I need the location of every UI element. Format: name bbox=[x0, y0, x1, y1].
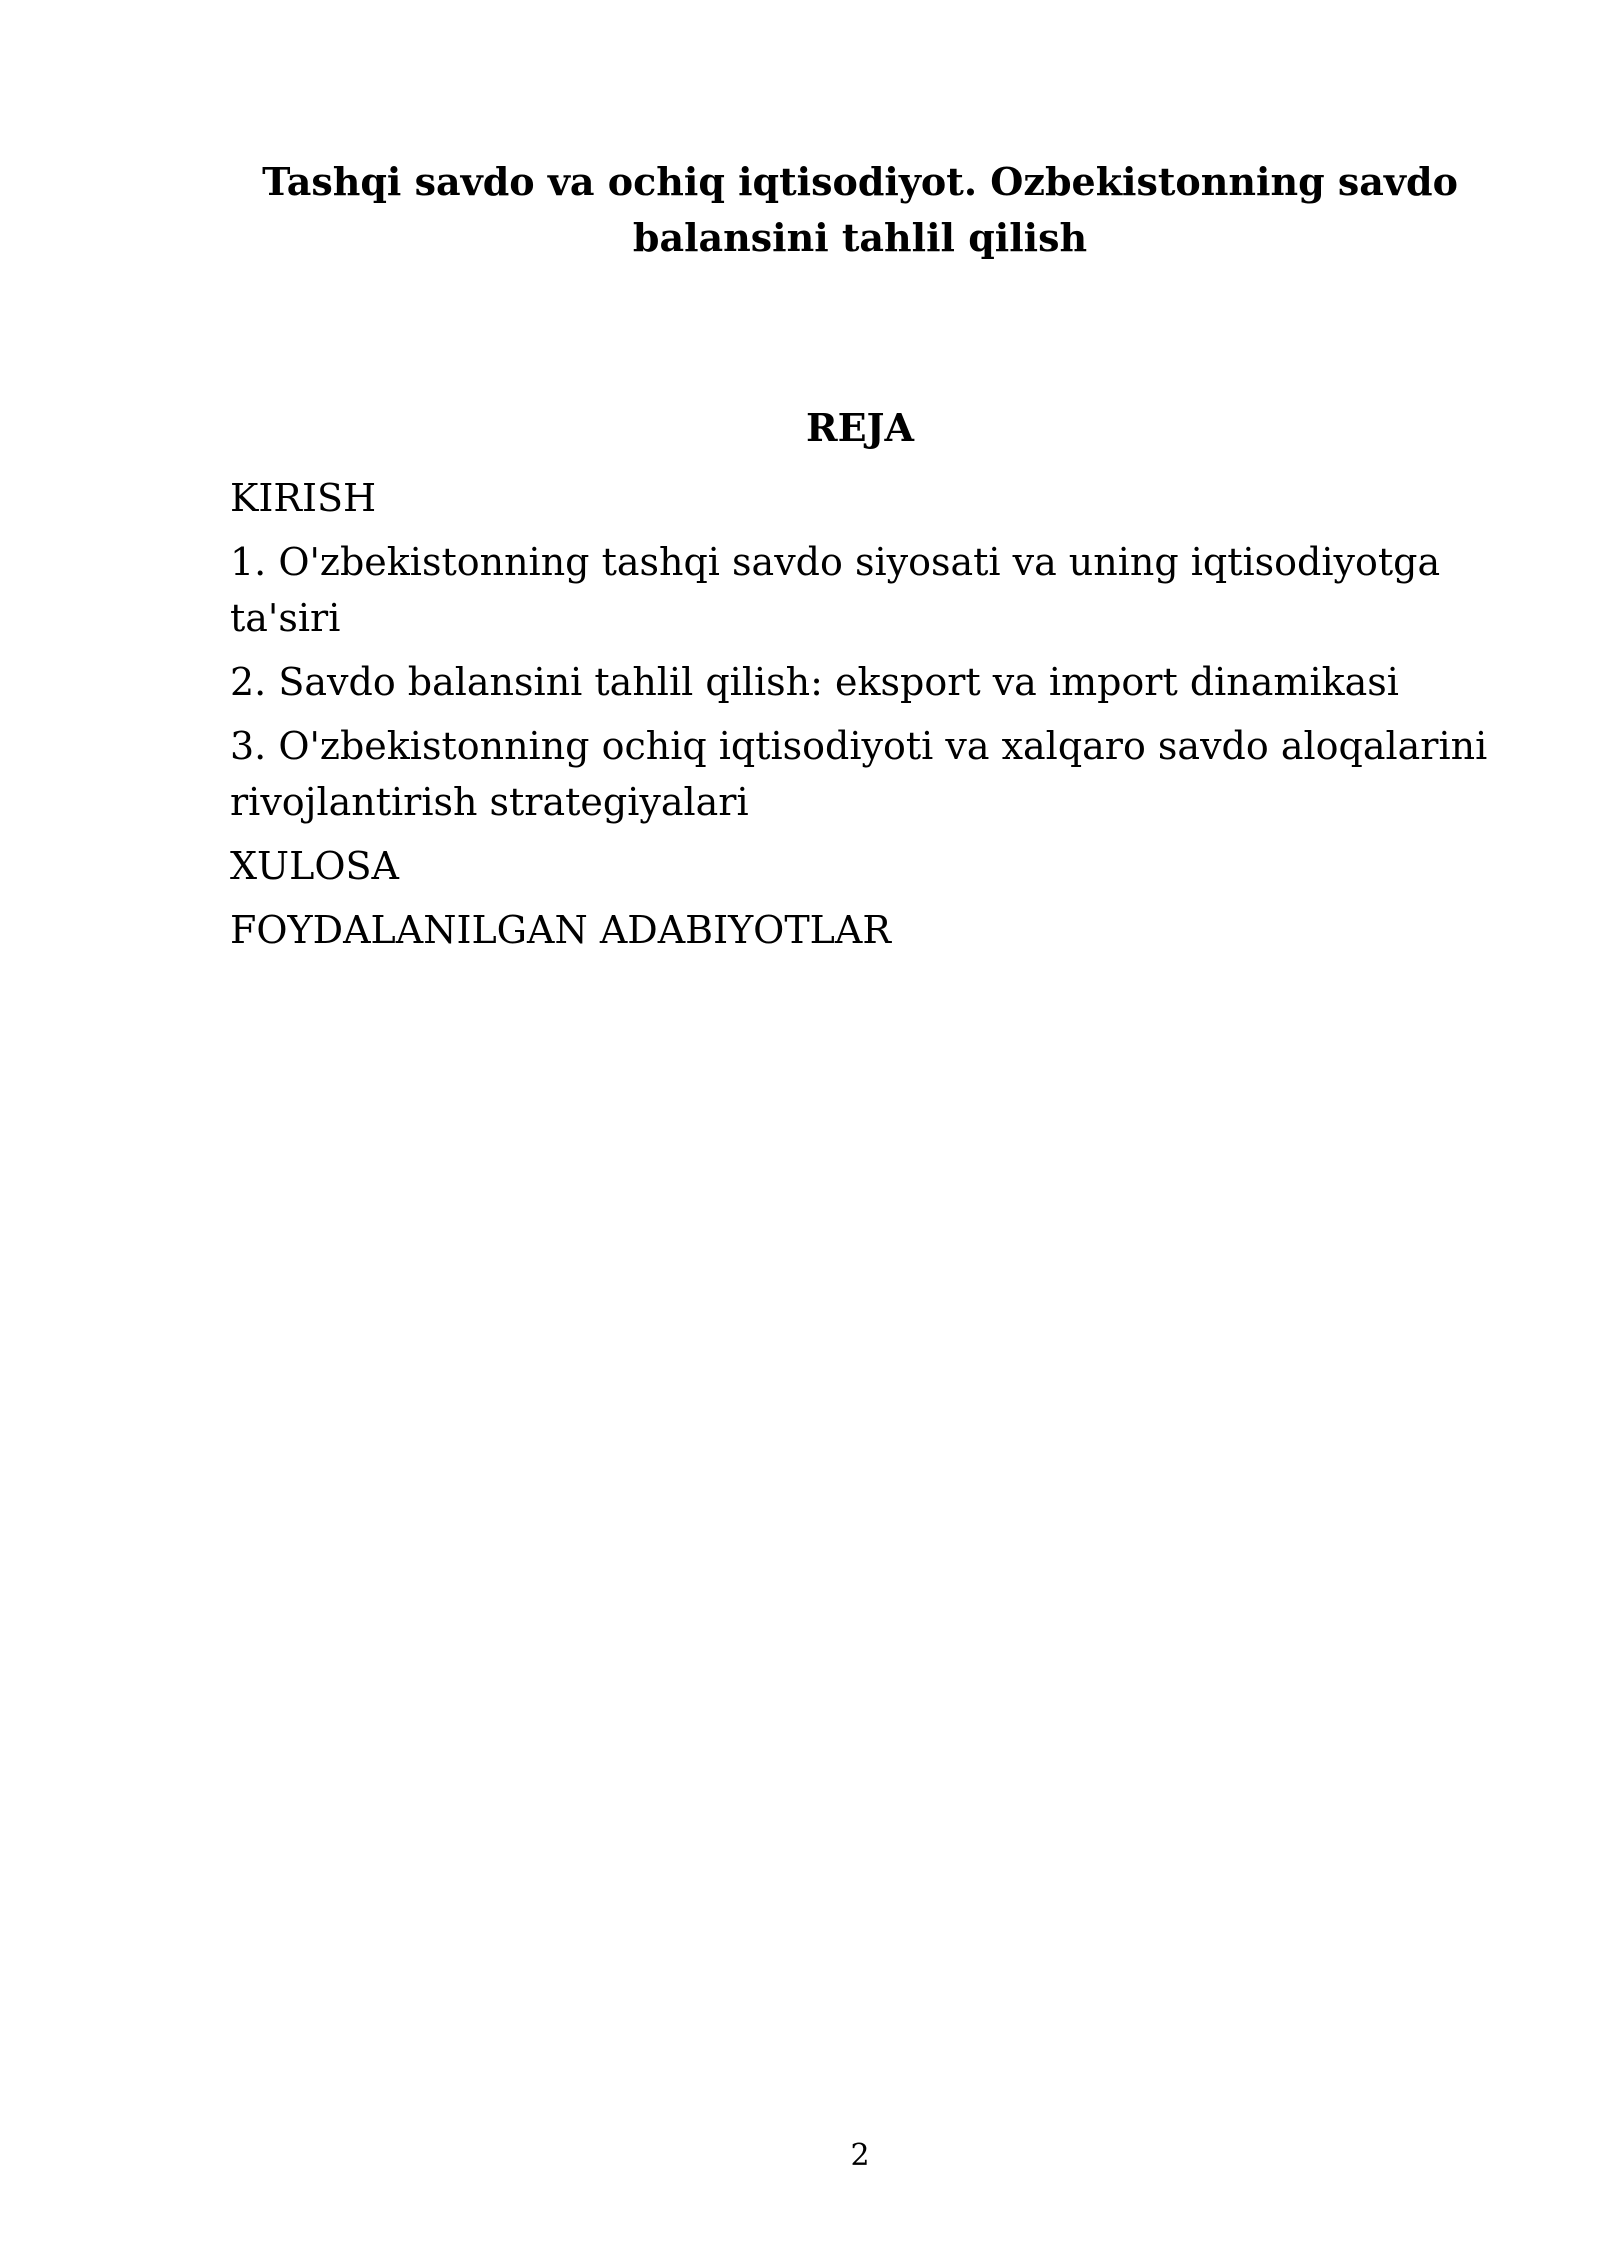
plan-item-conclusion: XULOSA bbox=[230, 844, 399, 888]
plan-item-section-3: 3. O'zbekistonning ochiq iqtisodiyoti va xalqaro savdo aloqalarini rivojlantirish strategiyalari bbox=[230, 724, 1488, 824]
plan-item-section-1: 1. O'zbekistonning tashqi savdo siyosati va uning iqtisodiyotga ta'siri bbox=[230, 540, 1441, 640]
plan-item-section-2: 2. Savdo balansini tahlil qilish: eksport va import dinamikasi bbox=[230, 660, 1399, 704]
plan-list bbox=[230, 470, 1500, 966]
plan-item-references: FOYDALANILGAN ADABIYOTLAR bbox=[230, 908, 891, 952]
page-number: 2 bbox=[850, 2138, 870, 2173]
plan-heading: REJA bbox=[805, 405, 914, 450]
plan-item-introduction: KIRISH bbox=[230, 476, 377, 520]
document-title: Tashqi savdo va ochiq iqtisodiyot. Ozbekistonning savdo balansini tahlil qilish bbox=[262, 159, 1458, 260]
